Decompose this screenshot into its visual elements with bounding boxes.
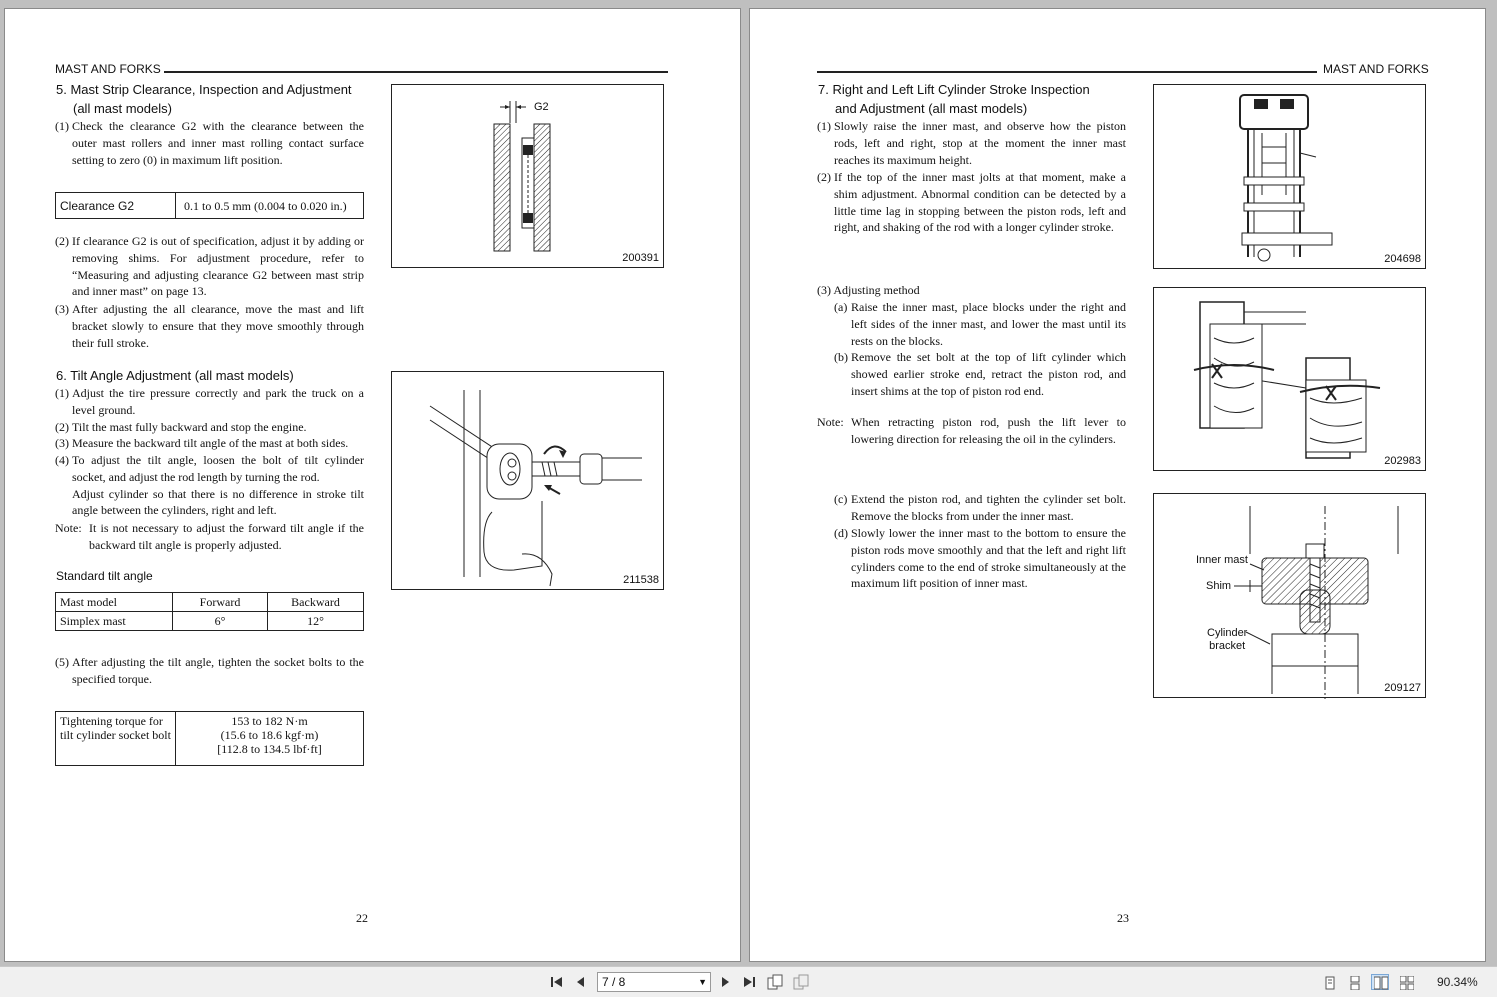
torque-table: Tightening torque for tilt cylinder socket bolt 153 to 182 N·m (15.6 to 18.6 kgf·m) [112.8 to 134.5 lbf·ft] xyxy=(55,711,364,766)
mast-blocks-diagram xyxy=(1154,288,1427,472)
single-page-icon[interactable] xyxy=(1320,974,1338,990)
s6-paragraph-2: (2) Tilt the mast fully backward and stop the engine. xyxy=(55,420,307,434)
page-23 xyxy=(749,8,1486,962)
fit-page-icon[interactable] xyxy=(766,973,784,991)
viewer-toolbar xyxy=(0,966,1497,997)
s7-note: Note: When retracting piston rod, push the lift lever to lowering direction for releasing the oil in the cylinders. xyxy=(817,415,1126,446)
clearance-table: Clearance G2 0.1 to 0.5 mm (0.004 to 0.020 in.) xyxy=(55,192,364,219)
page-number: 22 xyxy=(356,911,368,925)
prev-page-icon[interactable] xyxy=(572,973,590,991)
zoom-level[interactable]: 90.34% xyxy=(1437,975,1478,989)
page-selector[interactable]: 7 / 8 ▼ xyxy=(597,972,711,992)
page-header: MAST AND FORKS xyxy=(55,62,161,76)
figure-number: 209127 xyxy=(1384,682,1421,694)
figure-number: 202983 xyxy=(1384,455,1421,467)
s6-paragraph-1: (1) Adjust the tire pressure correctly and park the truck on a level ground. xyxy=(55,386,364,417)
s7-paragraph-1: (1) Slowly raise the inner mast, and observe how the piston rods, left and right, stop at the moment the inner mast reaches its maximum height. xyxy=(817,119,1126,167)
shim-label: Shim xyxy=(1206,580,1232,592)
figure-number: 200391 xyxy=(622,252,659,264)
next-page-icon[interactable] xyxy=(716,973,734,991)
s6-paragraph-4: (4) To adjust the tilt angle, loosen the bolt of tilt cylinder socket, and adjust the rod length by turning the rod. Adjust cylinder so that there is no difference in stroke tilt angle between the cylinders, right and left. xyxy=(55,453,364,518)
figure-204698 xyxy=(1153,84,1426,269)
tilt-cylinder-diagram xyxy=(392,372,665,591)
mast-strip-diagram xyxy=(392,85,665,269)
figure-209127 xyxy=(1153,493,1426,698)
two-page-icon[interactable] xyxy=(1371,974,1389,990)
s7-paragraph-2: (2) If the top of the inner mast jolts at that moment, make a shim adjustment. Abnormal condition can be detected by a little time lag in stopping between the piston rods, left and right, and shaking of the rod with a longer cylinder stroke. xyxy=(817,170,1126,235)
figure-200391 xyxy=(391,84,664,268)
chevron-down-icon: ▼ xyxy=(698,977,707,987)
s7-step-c: (c) Extend the piston rod, and tighten the cylinder set bolt. Remove the blocks from under the inner mast. xyxy=(834,492,1126,523)
continuous-icon[interactable] xyxy=(1345,974,1363,990)
standard-tilt-heading: Standard tilt angle xyxy=(56,569,153,583)
mast-lift-diagram xyxy=(1154,85,1427,270)
figure-202983 xyxy=(1153,287,1426,471)
s7-paragraph-3: (3) Adjusting method xyxy=(817,283,920,297)
header-rule xyxy=(817,71,1317,73)
section-7-title: 7. Right and Left Lift Cylinder Stroke Inspection and Adjustment (all mast models) xyxy=(818,82,1090,116)
s7-step-b: (b) Remove the set bolt at the top of lift cylinder which showed earlier stroke end, retract the piston rod, and insert shims at the top of piston rod end. xyxy=(834,350,1126,398)
first-page-icon[interactable] xyxy=(548,973,566,991)
s5-paragraph-2: (2) If clearance G2 is out of specification, adjust it by adding or removing shims. For adjustment procedure, refer to “Measuring and adjusting clearance G2 between mast strip and inner mast” on page 13. xyxy=(55,234,364,299)
page-22 xyxy=(4,8,741,962)
figure-number: 211538 xyxy=(623,574,659,586)
page-number: 23 xyxy=(1117,911,1129,925)
g2-label: G2 xyxy=(534,101,549,113)
cylinder-bracket-label: Cylinder bracket xyxy=(1207,627,1248,652)
s5-paragraph-3: (3) After adjusting the all clearance, move the mast and lift bracket slowly to ensure that they move smoothly through their full stroke. xyxy=(55,302,364,350)
section-5-title: 5. Mast Strip Clearance, Inspection and Adjustment (all mast models) xyxy=(56,82,352,116)
figure-number: 204698 xyxy=(1384,253,1421,265)
s6-paragraph-3: (3) Measure the backward tilt angle of the mast at both sides. xyxy=(55,436,349,450)
two-page-continuous-icon[interactable] xyxy=(1397,974,1415,990)
section-6-title: 6. Tilt Angle Adjustment (all mast models) xyxy=(56,368,294,383)
figure-211538 xyxy=(391,371,664,590)
tilt-angle-table: Mast model Forward Backward Simplex mast 6° 12° xyxy=(55,592,364,631)
shim-cross-section xyxy=(1154,494,1427,699)
s7-step-a: (a) Raise the inner mast, place blocks under the right and left sides of the inner mast, and lower the mast until its rests on the blocks. xyxy=(834,300,1126,348)
s6-paragraph-5: (5) After adjusting the tilt angle, tighten the socket bolts to the specified torque. xyxy=(55,655,364,686)
last-page-icon[interactable] xyxy=(740,973,758,991)
page-header: MAST AND FORKS xyxy=(1323,62,1429,76)
header-rule xyxy=(164,71,668,73)
s7-step-d: (d) Slowly lower the inner mast to the bottom to ensure the piston rods move smoothly and that the left and right lift cylinders come to the end of stroke simultaneously at the maximum lift position of inner mast. xyxy=(834,526,1126,591)
s5-paragraph-1: (1) Check the clearance G2 with the clearance between the outer mast rollers and inner mast rolling contact surface setting to zero (0) in maximum lift position. xyxy=(55,119,364,167)
inner-mast-label: Inner mast xyxy=(1196,554,1248,566)
fit-width-icon[interactable] xyxy=(792,973,810,991)
s6-note: Note: It is not necessary to adjust the forward tilt angle if the backward tilt angle is properly adjusted. xyxy=(55,521,364,552)
